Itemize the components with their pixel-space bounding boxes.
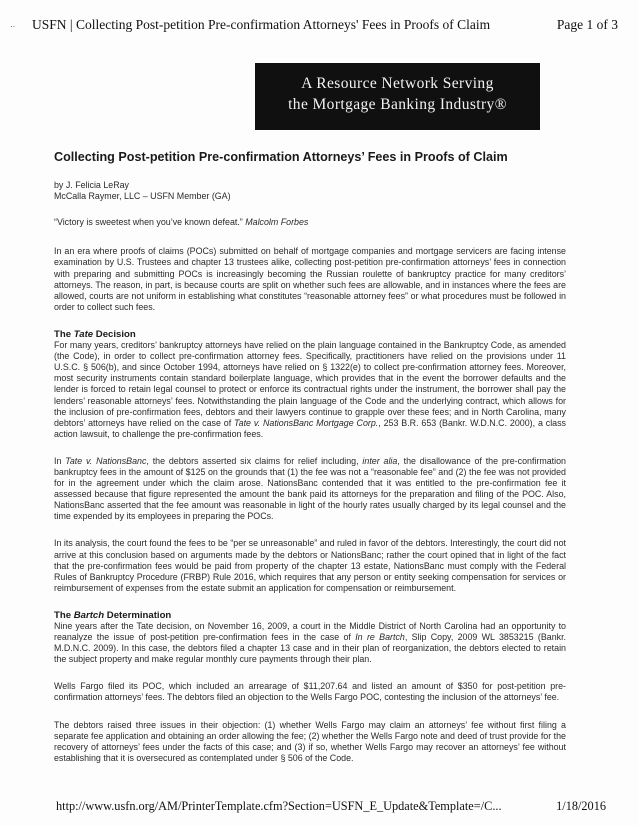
page-number: Page 1 of 3 [556, 17, 618, 32]
quote-text: “Victory is sweetest when you’ve known defeat.” [54, 217, 246, 228]
affiliation: McCalla Raymer, LLC – USFN Member (GA) [54, 191, 231, 202]
paragraph-6: Wells Fargo filed its POC, which included an arrearage of $11,207.64 and listed an amount of $350 for post-petition pre-confirmation attorneys’ fees. The debtors filed an objection to the Wells Fargo POC, contesting the inclusion of the attorneys’ fee. [54, 681, 566, 703]
print-footer-date: 1/18/2016 [556, 799, 606, 813]
scan-mark: ·· [10, 22, 16, 31]
quote-author: Malcolm Forbes [245, 217, 309, 228]
paragraph-7: The debtors raised three issues in their objection: (1) whether Wells Fargo may claim an attorneys’ fee without first filing a separate fee application and obtaining an order allowing the fee; (2) whether the Wells Fargo note and deed of trust provide for the recovery of attorneys’ fees under the facts of this case; and (3) if so, whether Wells Fargo may recover an attorneys’ fee without establishing that it is oversecured as contemplated under § 506 of the Code. [54, 719, 566, 763]
article-title: Collecting Post-petition Pre-confirmation Attorneys’ Fees in Proofs of Claim [54, 150, 508, 164]
banner-line-1: A Resource Network Serving [301, 75, 494, 92]
banner-line-2: the Mortgage Banking Industry® [288, 96, 507, 113]
print-footer-url: http://www.usfn.org/AM/PrinterTemplate.cfm?Section=USFN_E_Update&Template=/C... [56, 799, 502, 813]
author: by J. Felicia LeRay [54, 180, 129, 191]
paragraph-3: In Tate v. NationsBanc, the debtors asserted six claims for relief including, inter alia, the disallowance of the pre-confirmation bankruptcy fees in the amount of $125 on the grounds that (1) the fee was not a “reasonable fee” and (2) the fee was not provided for in the agreement under which the claim arose. NationsBanc contended that it was entitled to the pre-confirmation fee it assessed because that figure represented the amount the bank paid its attorneys for the preparation and filing of the POC. Also, NationsBanc asserted that the fee amount was reasonable in light of the hourly rates usually charged by its legal counsel and the time expended by its employees in preparing the POCs. [54, 455, 566, 522]
section-heading-tate: The Tate Decision [54, 328, 136, 340]
paragraph-2: For many years, creditors’ bankruptcy attorneys have relied on the plain language contained in the Bankruptcy Code, as amended (the Code), in order to collect pre-confirmation attorney fees. Specifically, practitioners have relied on the provisions under 11 U.S.C. § 506(b), and since October 1994, attorneys have relied on § 1322(e) to collect pre-confirmation attorney fees. Moreover, most security instruments contain standard boilerplate language, which provides that in the event the borrower defaults and the lender is forced to retain legal counsel to protect or enforce its contractual rights under the instrument, the borrower shall pay the lenders’ reasonable attorneys’ fees. Notwithstanding the plain language of the Code and the underlying contract, which allows for the inclusion of pre-confirmation fees, debtors and their lawyers continue to grapple over these fees; and in North Carolina, many debtors’ attorneys have relied on the case of Tate v. NationsBanc Mortgage Corp., 253 B.R. 653 (Bankr. W.D.N.C. 2000), a class action lawsuit, to challenge the pre-confirmation fees. [54, 340, 566, 439]
paragraph-4: In its analysis, the court found the fees to be “per se unreasonable” and ruled in favor of the debtors. Interestingly, the court did not arrive at this conclusion based on arguments made by the debtors or NationsBanc; rather the court opined that in light of the fact that the pre-confirmation fees would be paid from property of the chapter 13 estate, NationsBanc must comply with the Federal Rules of Bankruptcy Procedure (FRBP) Rule 2016, which requires that any person or entity seeking compensation for services or reimbursement of expenses from the estate submit an application for compensation or reimbursement. [54, 538, 566, 593]
usfn-banner [255, 63, 540, 130]
article [54, 152, 566, 780]
epigraph [54, 217, 566, 228]
section-heading-bartch: The Bartch Determination [54, 609, 172, 621]
print-header-title: USFN | Collecting Post-petition Pre-confirmation Attorneys' Fees in Proofs of Claim [32, 17, 491, 32]
paragraph-5: Nine years after the Tate decision, on November 16, 2009, a court in the Middle District of North Carolina had an opportunity to reanalyze the issue of post-petition pre-confirmation fees in the case of In re Bartch, Slip Copy, 2009 WL 3853215 (Bankr. M.D.N.C. 2009). In this case, the debtors filed a chapter 13 case and in their plan of reorganization, the debtors elected to retain the subject property and make regular monthly cure payments through their plan. [54, 621, 566, 665]
paragraph-1: In an era where proofs of claims (POCs) submitted on behalf of mortgage companies and mortgage servicers are facing intense examination by U.S. Trustees and chapter 13 trustees alike, collecting post-petition pre-confirmation attorneys’ fees in connection with preparing and submitting POCs is increasingly becoming the Russian roulette of bankruptcy practice for many creditors’ attorneys. The reason, in part, is because courts are split on whether such fees are allowable, and in instances where the fees are allowed, courts are not uniform in establishing what constitutes “reasonable attorney fees” or what procedures must be followed in order to collect such fees. [54, 246, 566, 312]
